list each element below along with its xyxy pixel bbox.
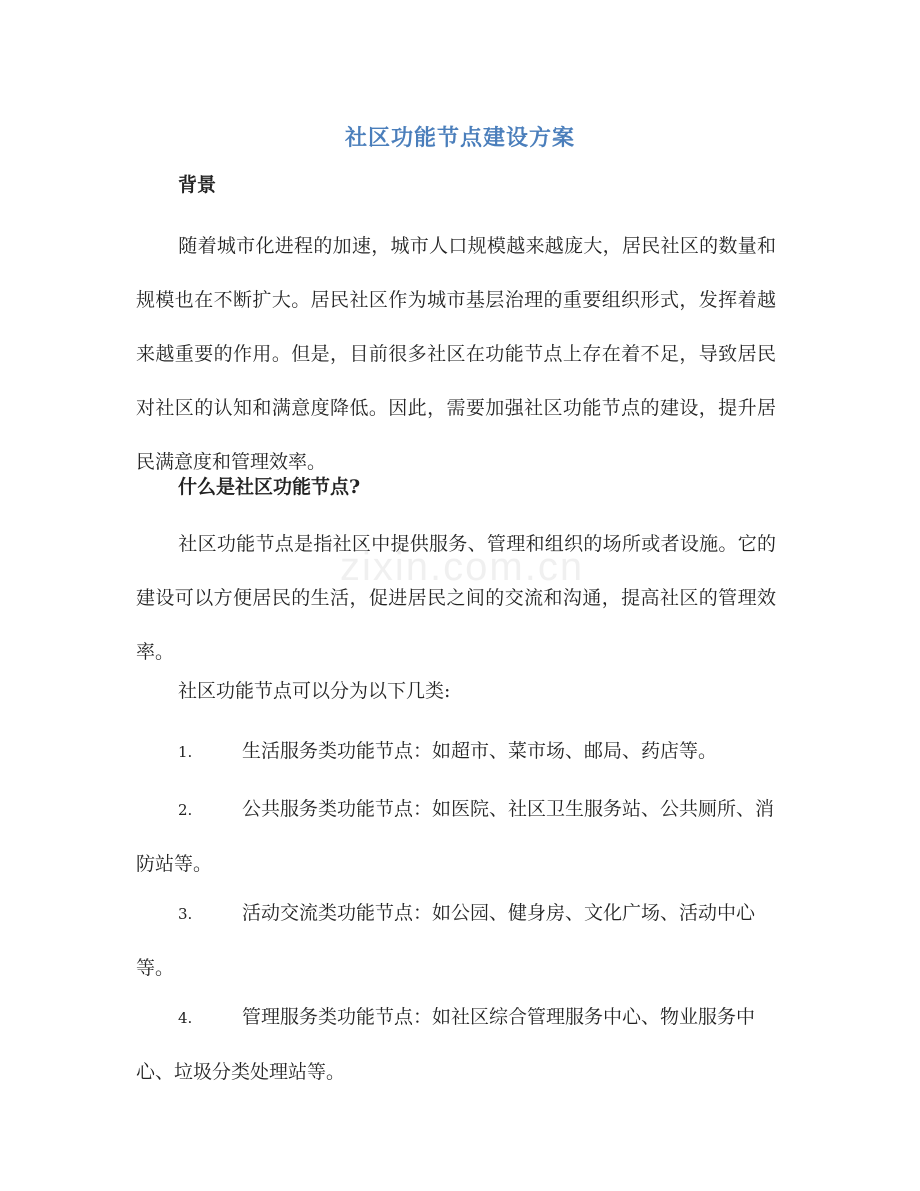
paragraph-categories-intro	[136, 664, 776, 718]
list-item-text: 活动交流类功能节点：如公园、健身房、文化广场、活动中心等。	[136, 902, 756, 979]
section-heading-what: 什么是社区功能节点?	[178, 476, 361, 498]
paragraph-background	[136, 219, 776, 489]
paragraph-categories-intro-text: 社区功能节点可以分为以下几类:	[178, 680, 451, 702]
list-item-number: 3.	[178, 905, 193, 923]
list-item-text: 生活服务类功能节点：如超市、菜市场、邮局、药店等。	[242, 740, 718, 762]
list-item	[136, 782, 776, 891]
watermark: zixin.com.cn	[340, 545, 585, 589]
list-item-number: 1.	[178, 743, 193, 761]
document-title: 社区功能节点建设方案	[344, 125, 575, 151]
paragraph-what-text: 社区功能节点是指社区中提供服务、管理和组织的场所或者设施。它的建设可以方便居民的生活，促进居民之间的交流和沟通，提高社区的管理效率。	[136, 533, 776, 663]
list-item	[136, 724, 776, 779]
list-item-text: 管理服务类功能节点：如社区综合管理服务中心、物业服务中心、垃圾分类处理站等。	[136, 1006, 756, 1083]
section-heading-background: 背景	[178, 174, 217, 196]
list-item-number: 2.	[178, 801, 193, 819]
list-item-text: 公共服务类功能节点：如医院、社区卫生服务站、公共厕所、消防站等。	[136, 798, 775, 875]
paragraph-what	[136, 517, 776, 679]
paragraph-background-text: 随着城市化进程的加速，城市人口规模越来越庞大，居民社区的数量和规模也在不断扩大。居民社区作为城市基层治理的重要组织形式，发挥着越来越重要的作用。但是，目前很多社区在功能节点上存在着不足，导致居民对社区的认知和满意度降低。因此，需要加强社区功能节点的建设，提升居民满意度和管理效率。	[136, 235, 776, 473]
list-item	[136, 990, 776, 1099]
list-item-number: 4.	[178, 1009, 193, 1027]
list-item	[136, 886, 776, 995]
